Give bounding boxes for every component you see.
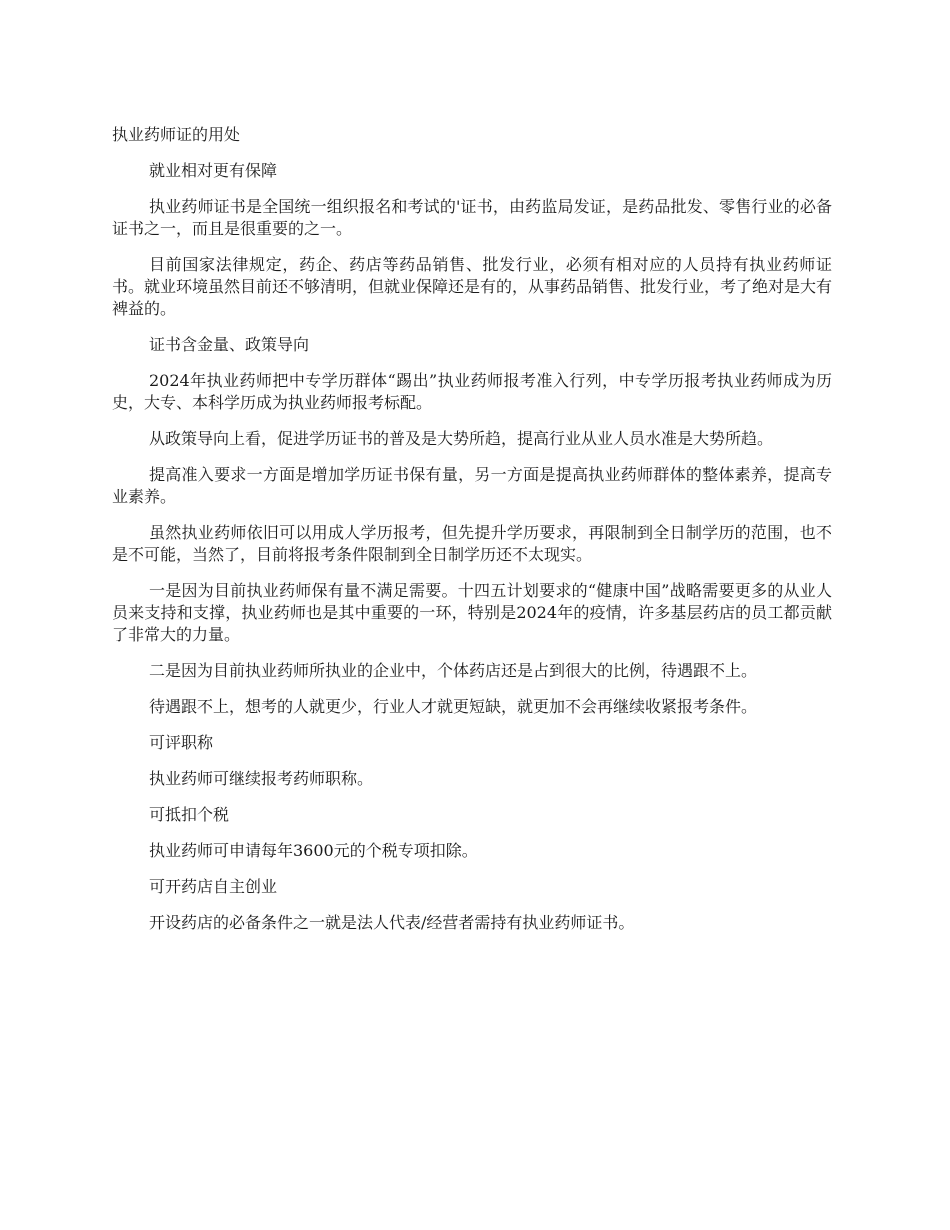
paragraph: 执业药师可申请每年3600元的个税专项扣除。 [149,841,478,860]
section-heading-pharmacy-business: 可开药店自主创业 [149,877,278,896]
paragraph: 虽然执业药师依旧可以用成人学历报考，但先提升学历要求，再限制到全日制学历的范围，也不是不可能，当然了，目前将报考条件限制到全日制学历还不太现实。 [112,523,832,564]
section-heading-employment: 就业相对更有保障 [149,161,278,180]
paragraph: 二是因为目前执业药师所执业的企业中，个体药店还是占到很大的比例，待遇跟不上。 [149,661,758,680]
paragraph: 提高准入要求一方面是增加学历证书保有量，另一方面是提高执业药师群体的整体素养，提高专业素养。 [112,465,832,506]
paragraph: 一是因为目前执业药师保有量不满足需要。十四五计划要求的“健康中国”战略需要更多的从业人员来支持和支撑，执业药师也是其中重要的一环，特别是2024年的疫情，许多基层药店的员工都贡献了非常大的力量。 [112,581,832,644]
paragraph: 执业药师可继续报考药师职称。 [149,769,374,788]
section-heading-tax-deduction: 可抵扣个税 [149,805,230,824]
paragraph: 目前国家法律规定，药企、药店等药品销售、批发行业，必须有相对应的人员持有执业药师证书。就业环境虽然目前还不够清明，但就业保障还是有的，从事药品销售、批发行业，考了绝对是大有裨益的。 [112,255,833,318]
paragraph: 待遇跟不上，想考的人就更少，行业人才就更短缺，就更加不会再继续收紧报考条件。 [149,697,758,716]
paragraph: 2024年执业药师把中专学历群体“踢出”执业药师报考准入行列，中专学历报考执业药师成为历史，大专、本科学历成为执业药师报考标配。 [112,371,832,412]
section-heading-policy: 证书含金量、政策导向 [149,335,310,354]
paragraph: 从政策导向上看，促进学历证书的普及是大势所趋，提高行业从业人员水准是大势所趋。 [149,429,774,448]
document-title: 执业药师证的用处 [112,125,241,144]
document-page [112,124,832,948]
paragraph: 开设药店的必备条件之一就是法人代表/经营者需持有执业药师证书。 [149,913,635,932]
section-heading-title-evaluation: 可评职称 [149,733,214,752]
paragraph: 执业药师证书是全国统一组织报名和考试的'证书，由药监局发证，是药品批发、零售行业的必备证书之一，而且是很重要的之一。 [112,197,832,238]
